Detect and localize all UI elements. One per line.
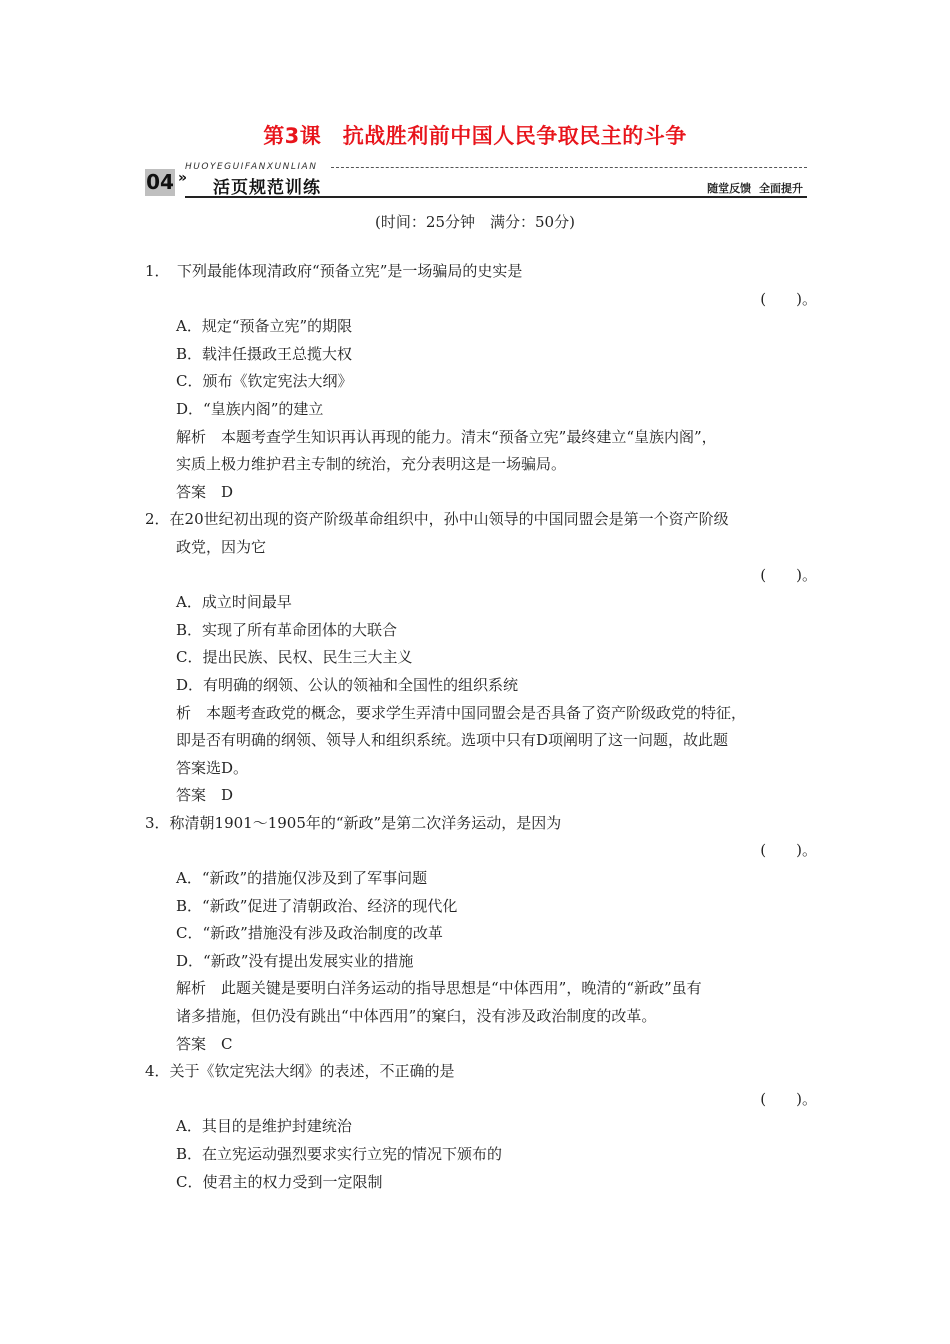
answer-blank: ( )。 [760, 289, 817, 308]
question-3 [145, 810, 817, 1058]
question-1 [145, 258, 817, 506]
chevron-icon: » [178, 170, 188, 186]
analysis-line: 即是否有明确的纲领、领导人和组织系统。选项中只有D项阐明了这一问题，故此题 [176, 731, 729, 750]
analysis-line: 解析 本题考查学生知识再认再现的能力。清末“预备立宪”最终建立“皇族内阁”， [176, 427, 717, 446]
option-a: A．规定“预备立宪”的期限 [176, 317, 353, 336]
analysis-line: 解析 此题关键是要明白洋务运动的指导思想是“中体西用”，晚清的“新政”虽有 [176, 979, 702, 998]
page-title: 第3课 抗战胜利前中国人民争取民主的斗争 [263, 124, 687, 148]
analysis-line: 答案选D。 [176, 758, 249, 777]
banner-number: 04 [146, 170, 174, 194]
banner-pinyin: HUOYEGUIFANXUNLIAN [185, 162, 318, 172]
question-list [145, 258, 817, 1196]
analysis-line: 实质上极力维护君主专制的统治，充分表明这是一场骗局。 [176, 455, 567, 474]
question-stem: 3．称清朝1901～1905年的“新政”是第二次洋务运动，是因为 [145, 813, 562, 832]
option-b: B．在立宪运动强烈要求实行立宪的情况下颁布的 [176, 1145, 503, 1163]
option-d: D．“新政”没有提出发展实业的措施 [176, 951, 414, 970]
question-stem: 1． 下列最能体现清政府“预备立宪”是一场骗局的史实是 [145, 262, 523, 280]
banner-dashed-rule [331, 167, 807, 168]
answer-line: 答案 D [176, 786, 234, 805]
option-c: C．提出民族、民权、民生三大主义 [176, 648, 413, 667]
option-a: A．其目的是维护封建统治 [176, 1117, 352, 1136]
question-stem: 4．关于《钦定宪法大纲》的表述，不正确的是 [145, 1062, 455, 1081]
banner-rule [185, 196, 807, 198]
answer-blank: ( )。 [760, 1089, 817, 1108]
question-4 [145, 1058, 817, 1196]
answer-line: 答案 D [176, 482, 234, 501]
banner-heading: 活页规范训练 [213, 178, 321, 198]
section-banner [145, 160, 807, 206]
option-a: A．“新政”的措施仅涉及到了军事问题 [176, 869, 428, 888]
time-info: (时间：25分钟 满分：50分) [375, 213, 575, 231]
answer-line: 答案 C [176, 1034, 233, 1053]
option-b: B．实现了所有革命团体的大联合 [176, 620, 398, 639]
analysis-line: 诸多措施，但仍没有跳出“中体西用”的窠臼，没有涉及政治制度的改革。 [176, 1007, 657, 1026]
option-c: C．“新政”措施没有涉及政治制度的改革 [176, 924, 443, 943]
option-d: D．有明确的纲领、公认的领袖和全国性的组织系统 [176, 675, 519, 694]
option-b: B．载沣任摄政王总揽大权 [176, 344, 353, 363]
question-stem-cont: 政党，因为它 [176, 537, 267, 556]
question-stem: 2．在20世纪初出现的资产阶级革命组织中，孙中山领导的中国同盟会是第一个资产阶级 [145, 510, 729, 529]
option-b: B．“新政”促进了清朝政治、经济的现代化 [176, 896, 458, 915]
option-c: C．使君主的权力受到一定限制 [176, 1172, 383, 1191]
answer-blank: ( )。 [760, 841, 817, 860]
banner-tagline: 随堂反馈 全面提升 [707, 182, 803, 195]
answer-blank: ( )。 [760, 565, 817, 584]
option-c: C．颁布《钦定宪法大纲》 [176, 372, 353, 391]
question-2 [145, 506, 817, 810]
analysis-line: 析 本题考查政党的概念，要求学生弄清中国同盟会是否具备了资产阶级政党的特征， [176, 703, 747, 722]
option-a: A．成立时间最早 [176, 593, 292, 612]
option-d: D．“皇族内阁”的建立 [176, 399, 324, 418]
